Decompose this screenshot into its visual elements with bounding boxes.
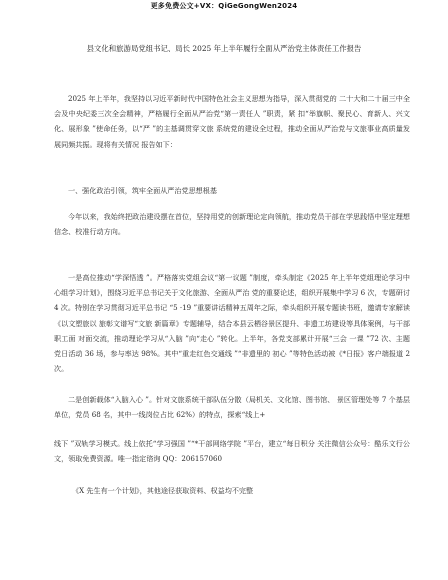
- intro-paragraph: 2025 年上半年，我坚持以习近平新时代中国特色社会主义思想为指导，深入贯彻党的 二十大和二十届三中全会及中央纪委三次全会精神，严格履行全面从严治党“第一责任人 ”职责，紧 扣“举旗帜、聚民心、育新人、兴文化、展形象 ”使命任务，以“严 ”的主基调贯穿文旅 系统党的建设全过程，推动全面从严治党与文旅事业高质量发展同频共振。现将有关情况 报告如下：: [54, 94, 410, 149]
- header-note: 更多免费公文+VX：QiGeGongWen2024: [150, 2, 298, 10]
- document-title: 县文化和旅游局党组书记、局长 2025 年上半年履行全面从严治党主体责任工作报告: [86, 44, 362, 53]
- footer-note: 线下 ”双轨学习模式。线上依托“学习强国 ”“*干部网络学院 ”平台，建立“每日积分 关注微信公众号：酷乐文行公文，领取免费资源。唯一指定谘询 QQ：206157060: [54, 439, 410, 464]
- footer-note-2: 《X 先生有一个计划》，其他途径获取资料、权益均不完整: [72, 486, 254, 495]
- section-heading-1: 一、强化政治引领，筑牢全面从严治党思想根基: [68, 186, 217, 195]
- paragraph-4: 二是创新载体“入脑入心 ”。针对文旅系统干部队伍分散（局机关、文化馆、图书馆、 景区管理处等 7 个基层单位，党员 68 名，其中一线岗位占比 62%）的特点，探索“线上+: [54, 395, 410, 420]
- paragraph-3: 一是高位推动“学深悟透 ”。严格落实党组会议“第一议题 ”制度，牵头制定《2025 年上半年党组理论学习中心组学习计划》，围绕习近平总书记关于文化旅游、全面从严治 党的重要论述，组织开展集中学习 6 次，专题研讨 4 次。特别在学习贯彻习近平总书记 “5 ·19 ”重要讲话精神五周年之际，牵头组织开展专题读书班，邀请专家解读《以文塑旅以 旅彰文谱写“文旅 新篇章》专题辅导，结合本县云栖谷景区提升、非遗工坊建设等具体案例，与干部职工面 对面交流，推动理论学习从“入脑 ”向“走心 ”转化。上半年，各党支部累计开展“三会 一课 ”72 次、主题党日活动 36 场，参与率达 98%。其中“重走红色交通线 ”“非遗里的 初心 ”等特色活动被《*日报》客户端报道 2 次。: [54, 273, 410, 374]
- paragraph-2: 今年以来，我始终把政治建设摆在首位，坚持用党的创新理论定向领航，推动党员干部在学思践悟中坚定理想信念、校准行动方向。: [54, 212, 410, 237]
